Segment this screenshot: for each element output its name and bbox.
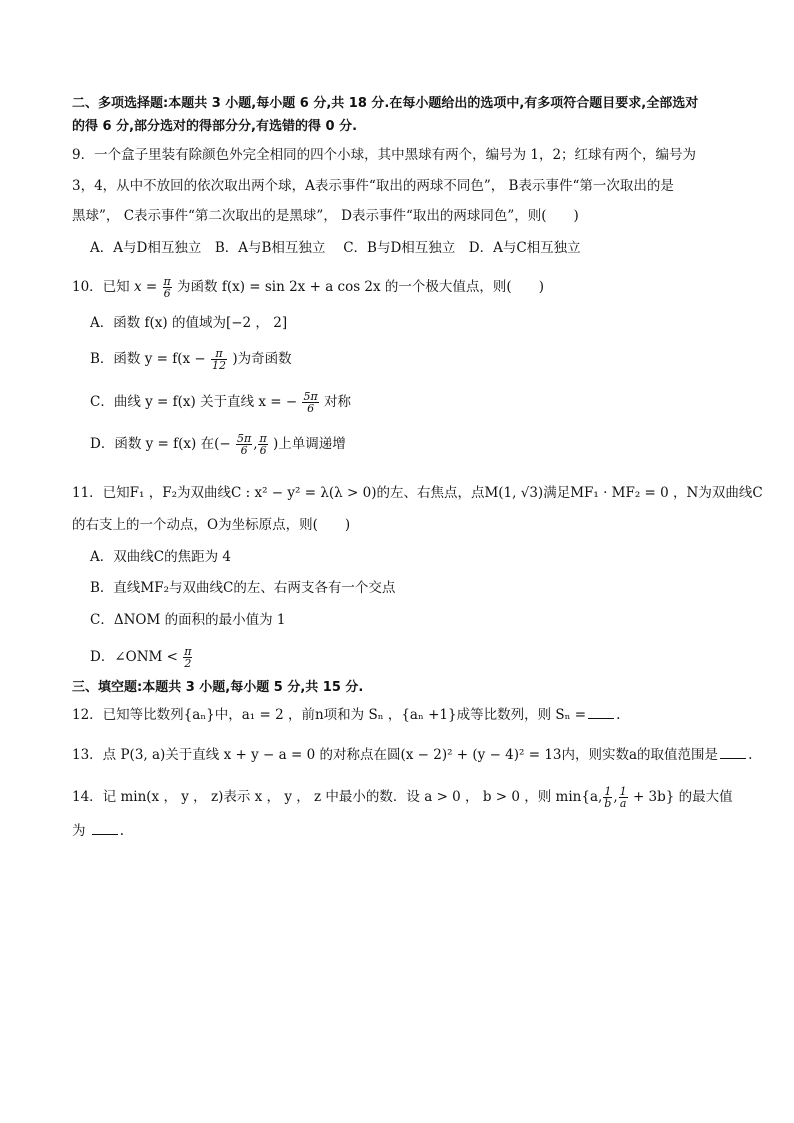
q9-line2: 3，4，从中不放回的依次取出两个球，A表示事件“取出的两球不同色”， B表示事件“第一次取出的是: [72, 178, 674, 194]
q12-text: [72, 706, 620, 724]
section2-header-line2: 的得 6 分,部分选对的得部分分,有选错的得 0 分.: [72, 119, 358, 134]
q10-optd-num1: 5π: [236, 432, 252, 445]
q10-optd-den1: 6: [240, 444, 248, 457]
q10-stem: [72, 276, 544, 299]
q13-text: [72, 746, 752, 764]
q10-optd-post: )上单调递增: [273, 436, 346, 452]
q10-optc-post: 对称: [324, 394, 352, 410]
q10-optb-num: π: [211, 348, 227, 360]
q10-option-d: [90, 433, 346, 456]
q14-frac2-den: a: [619, 797, 627, 810]
q12-answer-blank[interactable]: [588, 706, 614, 719]
q11-option-c: C．ΔNOM 的面积的最小值为 1: [90, 612, 286, 628]
q11-option-a: A．双曲线C的焦距为 4: [90, 549, 231, 565]
q10-optc-fraction: [302, 391, 318, 414]
q14-frac1-den: b: [604, 797, 612, 810]
q14-fraction2: [619, 786, 628, 809]
q14-frac1-num: 1: [604, 785, 612, 798]
q14-line1-pre: 14．记 min(x ， y ， z)表示 x ， y ， z 中最小的数．设 a > 0 ， b > 0 ，则 min{a,: [72, 789, 603, 805]
q11-optd-fraction: [183, 646, 192, 669]
q14-line2: [72, 822, 124, 840]
q10-option-a: A．函数 f(x) 的值域为[−2 ， 2]: [90, 315, 288, 331]
q14-line1: [72, 786, 733, 809]
section3-header: 三、填空题:本题共 3 小题,每小题 5 分,共 15 分.: [72, 680, 364, 695]
q10-optb-post: )为奇函数: [232, 351, 292, 367]
q9-options: A．A与D相互独立 B．A与B相互独立 C．B与D相互独立 D．A与C相互独立: [90, 240, 581, 256]
q10-optc-num: 5π: [303, 390, 318, 403]
q14-fraction1: [603, 786, 612, 809]
q10-optd-den2: 6: [259, 444, 267, 457]
q11-line2: 的右支上的一个动点，O为坐标原点，则( ): [72, 517, 351, 533]
q10-optd-fraction1: [236, 433, 252, 456]
q10-stem-pre: 10．已知: [72, 279, 130, 295]
q11-line1: 11．已知F₁ ，F₂为双曲线C : x² − y² = λ(λ > 0)的左、右焦点，点M(1, √3)满足MF₁ · MF₂ = 0 ，N为双曲线C: [72, 485, 763, 501]
q10-optd-pre: D．函数 y = f(x) 在(−: [90, 436, 231, 452]
q10-optd-num2: π: [259, 432, 267, 445]
q10-optc-pre: C．曲线 y = f(x) 关于直线 x = −: [90, 394, 298, 410]
q12-text-pre: 12．已知等比数列{aₙ}中，a₁ = 2 ，前n项和为 Sₙ ，{aₙ +1}成等比数列，则 Sₙ =: [72, 707, 587, 723]
q10-option-b: [90, 348, 292, 371]
q14-line2-post: .: [119, 823, 125, 839]
q10-option-c: [90, 391, 351, 414]
q11-option-d: [90, 646, 193, 669]
section2-header-line1: 二、多项选择题:本题共 3 小题,每小题 6 分,共 18 分.在每小题给出的选项中,有多项符合题目要求,全部选对: [72, 96, 699, 111]
q10-optc-den: 6: [307, 402, 315, 415]
q14-comma: ,: [613, 789, 618, 805]
q10-optb-pre: B．函数 y = f(x −: [90, 351, 206, 367]
q14-line2-pre: 为: [72, 823, 86, 839]
q11-optd-num: π: [184, 645, 192, 658]
q10-frac-den: 6: [163, 287, 171, 300]
q13-text-post: .: [748, 747, 753, 763]
q10-stem-x: x =: [133, 279, 158, 295]
q10-optb-den: 12: [212, 359, 227, 372]
q10-optd-mid: ,: [253, 436, 258, 452]
q14-line1-post: + 3b} 的最大值: [632, 789, 733, 805]
q10-optb-fraction: [211, 348, 227, 371]
q10-frac-num: π: [163, 275, 171, 288]
q13-answer-blank[interactable]: [720, 746, 746, 759]
q11-optd-den: 2: [184, 657, 192, 670]
q12-text-post: .: [616, 707, 621, 723]
q13-text-pre: 13．点 P(3, a)关于直线 x + y − a = 0 的对称点在圆(x − 2)² + (y − 4)² = 13内，则实数a的取值范围是: [72, 747, 719, 763]
q14-frac2-num: 1: [619, 785, 627, 798]
q10-fraction: [163, 276, 172, 299]
q10-stem-post: 为函数 f(x) = sin 2x + a cos 2x 的一个极大值点，则( ): [177, 279, 544, 295]
q11-optd-pre: D．∠ONM <: [90, 649, 178, 665]
q10-optd-fraction2: [258, 433, 267, 456]
q11-option-b: B．直线MF₂与双曲线C的左、右两支各有一个交点: [90, 580, 396, 596]
q9-line3: 黑球”， C表示事件“第二次取出的是黑球”， D表示事件“取出的两球同色”，则( ): [72, 208, 579, 224]
q9-line1: 9．一个盒子里装有除颜色外完全相同的四个小球，其中黑球有两个，编号为 1，2；红球有两个，编号为: [72, 147, 697, 163]
q14-answer-blank[interactable]: [92, 822, 118, 835]
